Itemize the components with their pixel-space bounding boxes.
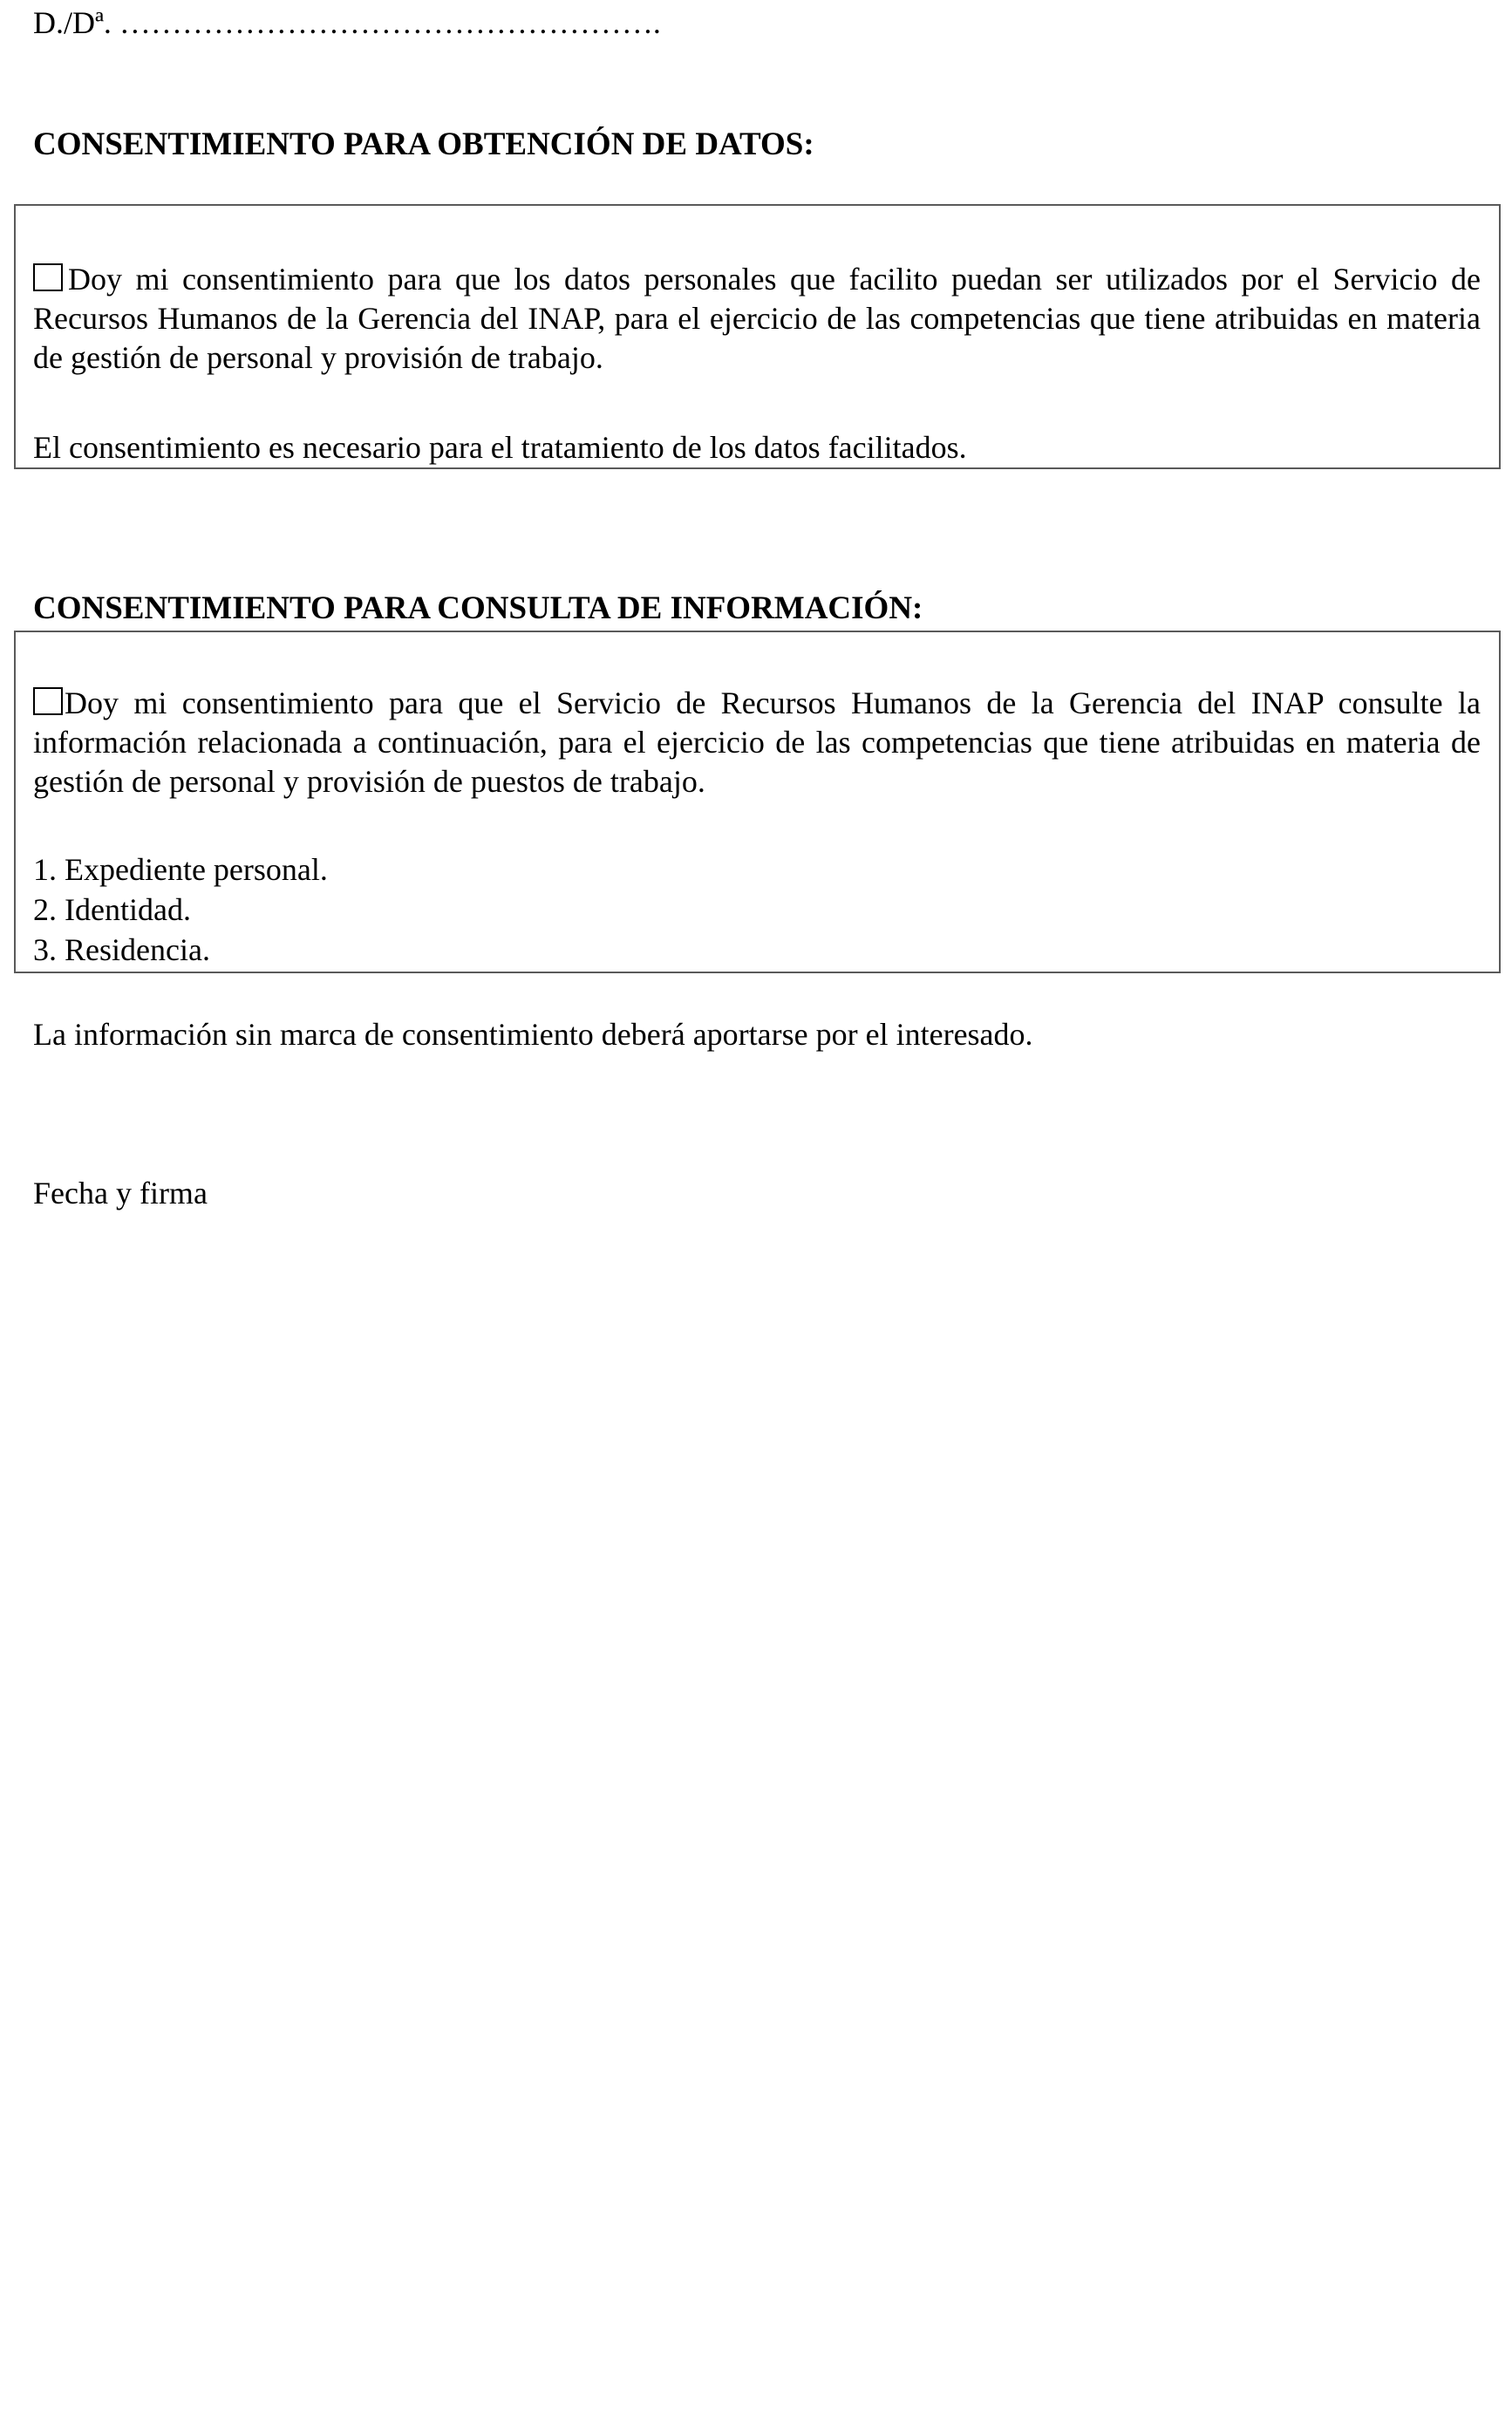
list-item: 1. Expediente personal. bbox=[33, 852, 328, 887]
footer-note: La información sin marca de consentimiento deberá aportarse por el interesado. bbox=[33, 1017, 1033, 1052]
consent-obtencion-paragraph bbox=[33, 260, 1481, 378]
list-item: 2. Identidad. bbox=[33, 892, 191, 927]
consent-obtencion-text: Doy mi consentimiento para que los datos personales que facilito puedan ser utilizados por el Servicio de Recursos Humanos de la Gerencia del INAP, para el ejercicio de las competencias que tiene atribuidas en materia de gestión de personal y provisión de trabajo. bbox=[33, 262, 1481, 375]
consent-consulta-paragraph bbox=[33, 684, 1481, 801]
consent-consulta-checkbox[interactable] bbox=[33, 687, 63, 715]
applicant-name-line[interactable]: D./Dª. ……………………………………………. bbox=[33, 5, 661, 40]
consulta-items-list bbox=[33, 849, 328, 970]
section-title-consulta: CONSENTIMIENTO PARA CONSULTA DE INFORMACIÓN: bbox=[33, 590, 923, 626]
list-item: 3. Residencia. bbox=[33, 932, 210, 967]
consent-obtencion-checkbox[interactable] bbox=[33, 263, 63, 291]
section-title-obtencion: CONSENTIMIENTO PARA OBTENCIÓN DE DATOS: bbox=[33, 126, 814, 162]
signature-label: Fecha y firma bbox=[33, 1176, 208, 1210]
consent-consulta-text: Doy mi consentimiento para que el Servicio de Recursos Humanos de la Gerencia del INAP consulte la información relacionada a continuación, para el ejercicio de las competencias que tiene atribuidas en materia de gestión de personal y provisión de puestos de trabajo. bbox=[33, 685, 1481, 799]
consent-obtencion-note: El consentimiento es necesario para el tratamiento de los datos facilitados. bbox=[33, 430, 967, 465]
